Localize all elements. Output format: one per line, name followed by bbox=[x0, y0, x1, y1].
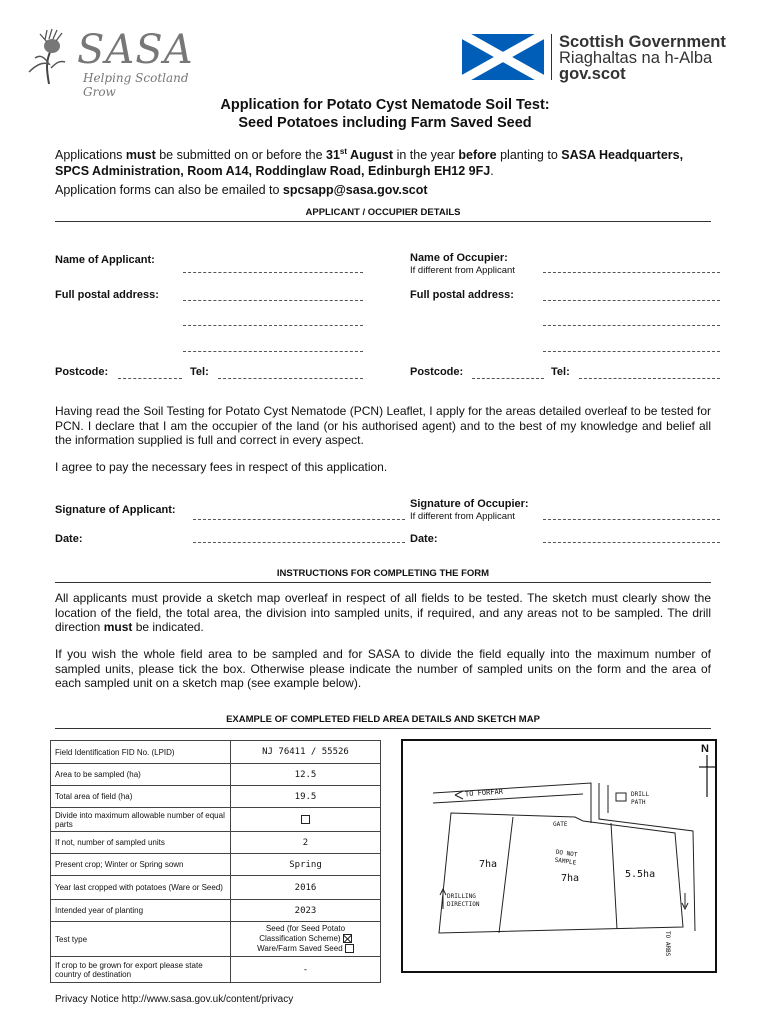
gov-name-english: Scottish Government bbox=[559, 33, 726, 51]
table-row bbox=[51, 922, 381, 957]
gov-divider bbox=[551, 34, 552, 80]
example-field-table bbox=[50, 740, 381, 983]
to-forfar-label: TO FORFAR bbox=[464, 787, 504, 799]
intro-paragraph: Applications must be submitted on or before the 31st August in the year before planting to SASA Headquarters, SPCS Administration, Room A14, Roddinglaw Road, Edinburgh EH12 9FJ. bbox=[55, 147, 684, 178]
occupier-address-line1[interactable] bbox=[543, 300, 720, 301]
table-value-cell: NJ 76411 / 55526 bbox=[231, 741, 381, 764]
applicant-address-line2[interactable] bbox=[183, 325, 363, 326]
occupier-tel-field[interactable] bbox=[579, 378, 720, 379]
form-title bbox=[0, 96, 770, 132]
table-value-cell: 19.5 bbox=[231, 786, 381, 808]
table-value-cell: - bbox=[231, 957, 381, 983]
privacy-notice[interactable]: Privacy Notice http://www.sasa.gov.uk/content/privacy bbox=[55, 994, 294, 1005]
table-row bbox=[51, 786, 381, 808]
table-row bbox=[51, 808, 381, 832]
field-area-1-label: 7ha bbox=[479, 859, 498, 870]
field-area-2-label: 7ha bbox=[561, 873, 580, 884]
sasa-tagline: Helping Scotland Grow bbox=[83, 71, 189, 99]
test-type-cell: Seed (for Seed Potato Classification Scheme) Ware/Farm Saved Seed bbox=[231, 922, 381, 957]
table-row bbox=[51, 741, 381, 764]
applicant-tel-field[interactable] bbox=[218, 378, 363, 379]
occupier-postcode-field[interactable] bbox=[472, 378, 544, 379]
table-row bbox=[51, 900, 381, 922]
table-row bbox=[51, 832, 381, 854]
to-arbs-label: TO ARBS bbox=[664, 931, 671, 957]
divide-max-checkbox[interactable] bbox=[301, 815, 310, 824]
gov-name-gaelic: Riaghaltas na h-Alba bbox=[559, 49, 713, 67]
table-value-cell: 2016 bbox=[231, 876, 381, 900]
applicant-postcode-field[interactable] bbox=[118, 378, 182, 379]
name-of-occupier-field[interactable] bbox=[543, 272, 720, 273]
instructions-heading: INSTRUCTIONS FOR COMPLETING THE FORM bbox=[55, 568, 711, 583]
occupier-if-different-note: If different from Applicant bbox=[410, 265, 515, 276]
table-label-cell: Intended year of planting bbox=[51, 900, 231, 922]
form-title-line2: Seed Potatoes including Farm Saved Seed bbox=[238, 115, 532, 131]
drilling-direction-label: DRILLING DIRECTION bbox=[447, 893, 480, 908]
table-label-cell: If crop to be grown for export please state country of destination bbox=[51, 957, 231, 983]
table-value-cell: 2023 bbox=[231, 900, 381, 922]
occupier-address-line3[interactable] bbox=[543, 351, 720, 352]
table-label-cell: Present crop; Winter or Spring sown bbox=[51, 854, 231, 876]
occupier-tel-label: Tel: bbox=[551, 366, 570, 378]
instructions-paragraph-1: All applicants must provide a sketch map overleaf in respect of all fields to be tested. The sketch must clearly show the location of the field, the total area, the division into sampled units, if required, and any areas not to be sampled. The drill direction must be indicated. bbox=[55, 591, 711, 634]
name-of-applicant-field[interactable] bbox=[183, 272, 363, 273]
applicant-tel-label: Tel: bbox=[190, 366, 209, 378]
table-row bbox=[51, 764, 381, 786]
email-link[interactable]: spcsapp@sasa.gov.scot bbox=[282, 183, 428, 197]
table-value-cell: 2 bbox=[231, 832, 381, 854]
instructions-paragraph-2: If you wish the whole field area to be sampled and for SASA to divide the field equally into the maximum number of sampled units, please tick the box. Otherwise please indicate the number of sampled units on the form and the area of each sampled unit on a sketch map (see example below). bbox=[55, 647, 711, 690]
table-label-cell: Divide into maximum allowable number of equal parts bbox=[51, 808, 231, 832]
table-label-cell: Field Identification FID No. (LPID) bbox=[51, 741, 231, 764]
name-of-applicant-label: Name of Applicant: bbox=[55, 254, 155, 266]
signature-of-applicant-field[interactable] bbox=[193, 519, 405, 520]
occupier-postal-label: Full postal address: bbox=[410, 289, 514, 301]
table-value-cell: Spring bbox=[231, 854, 381, 876]
occupier-date-field[interactable] bbox=[543, 542, 720, 543]
seed-test-checkbox-checked[interactable] bbox=[343, 934, 352, 943]
applicant-postcode-label: Postcode: bbox=[55, 366, 109, 378]
declaration-paragraph: Having read the Soil Testing for Potato Cyst Nematode (PCN) Leaflet, I apply for the areas detailed overleaf to be tested for PCN. I declare that I am the occupier of the land (or his authorised agent) and to the best of my knowledge and belief all the information supplied is full and correct in every aspect. bbox=[55, 404, 711, 447]
ware-test-checkbox[interactable] bbox=[345, 944, 354, 953]
sasa-wordmark: SASA bbox=[77, 27, 194, 73]
table-row bbox=[51, 957, 381, 983]
signature-if-different-note: If different from Applicant bbox=[410, 511, 515, 522]
example-heading: EXAMPLE OF COMPLETED FIELD AREA DETAILS AND SKETCH MAP bbox=[55, 714, 711, 729]
applicant-address-line3[interactable] bbox=[183, 351, 363, 352]
table-label-cell: Year last cropped with potatoes (Ware or Seed) bbox=[51, 876, 231, 900]
occupier-postcode-label: Postcode: bbox=[410, 366, 464, 378]
applicant-postal-label: Full postal address: bbox=[55, 289, 159, 301]
drill-path-label: DRILL PATH bbox=[631, 791, 650, 806]
applicant-address-line1[interactable] bbox=[183, 300, 363, 301]
north-label: N bbox=[701, 743, 709, 755]
applicant-date-field[interactable] bbox=[193, 542, 405, 543]
do-not-sample-label: DO NOT SAMPLE bbox=[554, 848, 578, 867]
field-area-3-label: 5.5ha bbox=[625, 869, 656, 880]
scottish-government-logo bbox=[462, 34, 752, 84]
table-value-cell: 12.5 bbox=[231, 764, 381, 786]
table-row bbox=[51, 876, 381, 900]
table-label-cell: Total area of field (ha) bbox=[51, 786, 231, 808]
table-label-cell: Test type bbox=[51, 922, 231, 957]
gate-label: GATE bbox=[553, 821, 568, 828]
occupier-address-line2[interactable] bbox=[543, 325, 720, 326]
signature-of-applicant-label: Signature of Applicant: bbox=[55, 504, 176, 516]
gov-url: gov.scot bbox=[559, 65, 626, 83]
table-value-cell bbox=[231, 808, 381, 832]
applicant-date-label: Date: bbox=[55, 533, 83, 545]
email-paragraph: Application forms can also be emailed to spcsapp@sasa.gov.scot bbox=[55, 183, 428, 197]
thistle-icon bbox=[25, 28, 73, 86]
saltire-flag-icon bbox=[462, 34, 544, 80]
signature-of-occupier-field[interactable] bbox=[543, 519, 720, 520]
example-sketch-map bbox=[401, 739, 717, 973]
name-of-occupier-label: Name of Occupier: bbox=[410, 252, 508, 264]
table-label-cell: If not, number of sampled units bbox=[51, 832, 231, 854]
applicant-section-heading: APPLICANT / OCCUPIER DETAILS bbox=[55, 207, 711, 222]
table-row bbox=[51, 854, 381, 876]
form-title-line1: Application for Potato Cyst Nematode Soil Test: bbox=[220, 97, 550, 113]
fees-agreement-paragraph: I agree to pay the necessary fees in respect of this application. bbox=[55, 460, 388, 474]
signature-of-occupier-label: Signature of Occupier: bbox=[410, 498, 529, 510]
sasa-logo bbox=[25, 27, 200, 99]
occupier-date-label: Date: bbox=[410, 533, 438, 545]
table-label-cell: Area to be sampled (ha) bbox=[51, 764, 231, 786]
